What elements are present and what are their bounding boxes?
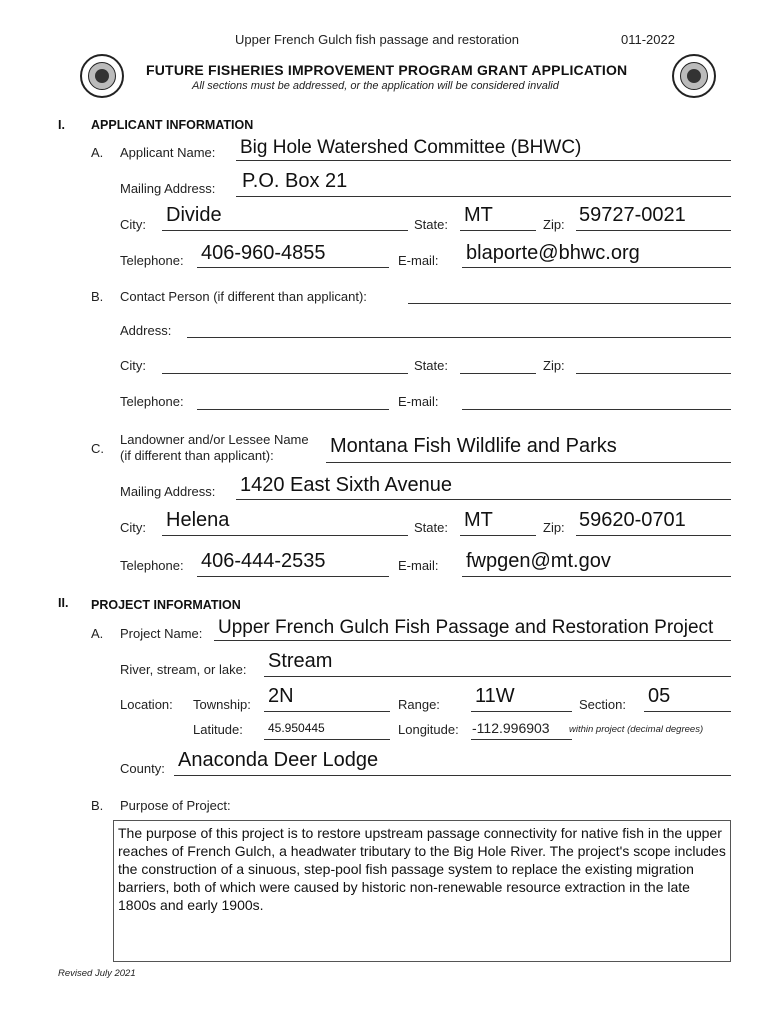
landowner-mailing-label: Mailing Address: [120, 484, 216, 499]
applicant-name-line [236, 160, 731, 161]
applicant-state-value[interactable]: MT [464, 204, 493, 226]
landowner-city-line [162, 535, 408, 536]
applicant-city-label: City: [120, 217, 146, 232]
applicant-state-line [460, 230, 536, 231]
applicant-mailing-line [236, 196, 731, 197]
landowner-phone-label: Telephone: [120, 558, 184, 573]
county-value[interactable]: Anaconda Deer Lodge [178, 749, 379, 771]
water-value[interactable]: Stream [268, 650, 333, 672]
agency-seal-left-icon [80, 54, 124, 98]
range-label: Range: [398, 697, 440, 712]
applicant-name-value[interactable]: Big Hole Watershed Committee (BHWC) [240, 137, 582, 158]
applicant-phone-line [197, 267, 389, 268]
applicant-zip-label: Zip: [543, 217, 565, 232]
contact-letter: B. [91, 289, 104, 304]
longitude-label: Longitude: [398, 722, 459, 737]
contact-state-field[interactable] [460, 373, 536, 374]
range-value[interactable]: 11W [475, 685, 515, 707]
coords-note: within project (decimal degrees) [569, 724, 704, 735]
latitude-value[interactable]: 45.950445 [268, 721, 325, 735]
section-value[interactable]: 05 [648, 685, 671, 707]
applicant-email-line [462, 267, 731, 268]
contact-city-field[interactable] [162, 373, 408, 374]
project-name-line [214, 640, 731, 641]
landowner-email-label: E-mail: [398, 558, 439, 573]
landowner-name-line [326, 462, 731, 463]
form-title: FUTURE FISHERIES IMPROVEMENT PROGRAM GRANT APPLICATION [146, 62, 628, 78]
landowner-city-label: City: [120, 520, 146, 535]
landowner-mailing-value[interactable]: 1420 East Sixth Avenue [240, 474, 453, 496]
landowner-state-value[interactable]: MT [464, 509, 493, 531]
project-name-value[interactable]: Upper French Gulch Fish Passage and Restoration Project [218, 617, 714, 638]
applicant-city-value[interactable]: Divide [166, 204, 222, 226]
landowner-zip-line [576, 535, 731, 536]
landowner-state-line [460, 535, 536, 536]
section-1-numeral: I. [58, 118, 65, 132]
landowner-letter: C. [91, 441, 104, 456]
water-label: River, stream, or lake: [120, 662, 247, 677]
project-title: Upper French Gulch fish passage and restoration [235, 32, 519, 47]
purpose-textarea[interactable] [113, 820, 731, 962]
contact-city-label: City: [120, 358, 146, 373]
water-line [264, 676, 731, 677]
revised-date: Revised July 2021 [58, 968, 136, 979]
landowner-zip-label: Zip: [543, 520, 565, 535]
county-label: County: [120, 761, 165, 776]
contact-address-label: Address: [120, 323, 172, 338]
section-line [644, 711, 731, 712]
landowner-zip-value[interactable]: 59620-0701 [579, 509, 686, 531]
applicant-zip-value[interactable]: 59727-0021 [579, 204, 686, 226]
landowner-email-value[interactable]: fwpgen@mt.gov [466, 550, 611, 572]
contact-person-label: Contact Person (if different than applicant): [120, 289, 367, 304]
landowner-name-value[interactable]: Montana Fish Wildlife and Parks [330, 435, 617, 457]
landowner-state-label: State: [414, 520, 448, 535]
applicant-mailing-label: Mailing Address: [120, 181, 216, 196]
contact-phone-label: Telephone: [120, 394, 184, 409]
purpose-text: The purpose of this project is to restore upstream passage connectivity for native fish in the upper reaches of French Gulch, a headwater tributary to the Big Hole River. The project's scope includes the construction of a sinuous, step-pool fish passage system to replace the existing migration barriers, both of which were caused by historic non-renewable resource extraction in the late 1800s and early 1900s. [118, 825, 726, 913]
contact-address-field[interactable] [187, 337, 731, 338]
contact-state-label: State: [414, 358, 448, 373]
contact-person-field[interactable] [408, 303, 731, 304]
project-letter: A. [91, 626, 104, 641]
township-label: Township: [193, 697, 251, 712]
township-line [264, 711, 390, 712]
latitude-label: Latitude: [193, 722, 243, 737]
landowner-mailing-line [236, 499, 731, 500]
contact-zip-label: Zip: [543, 358, 565, 373]
applicant-email-value[interactable]: blaporte@bhwc.org [466, 242, 640, 264]
landowner-label-line1: Landowner and/or Lessee Name [120, 432, 309, 447]
agency-seal-right-icon [672, 54, 716, 98]
purpose-label: Purpose of Project: [120, 798, 231, 813]
longitude-value[interactable]: -112.996903 [472, 720, 550, 736]
applicant-letter: A. [91, 145, 104, 160]
applicant-state-label: State: [414, 217, 448, 232]
location-label: Location: [120, 697, 173, 712]
latitude-line [264, 739, 390, 740]
applicant-mailing-value[interactable]: P.O. Box 21 [242, 170, 348, 192]
project-name-label: Project Name: [120, 626, 203, 641]
landowner-phone-value[interactable]: 406-444-2535 [201, 550, 326, 572]
contact-email-label: E-mail: [398, 394, 439, 409]
section-2-numeral: II. [58, 596, 69, 610]
contact-phone-field[interactable] [197, 409, 389, 410]
applicant-phone-label: Telephone: [120, 253, 184, 268]
county-line [174, 775, 731, 776]
section-2-title: PROJECT INFORMATION [91, 598, 241, 612]
contact-zip-field[interactable] [576, 373, 731, 374]
applicant-name-label: Applicant Name: [120, 145, 216, 160]
section-1-title: APPLICANT INFORMATION [91, 118, 254, 132]
contact-email-field[interactable] [462, 409, 731, 410]
township-value[interactable]: 2N [268, 685, 294, 707]
applicant-zip-line [576, 230, 731, 231]
landowner-label-line2: (if different than applicant): [120, 448, 274, 463]
purpose-letter: B. [91, 798, 104, 813]
landowner-city-value[interactable]: Helena [166, 509, 230, 531]
form-subtitle: All sections must be addressed, or the application will be considered invalid [192, 80, 559, 92]
landowner-phone-line [197, 576, 389, 577]
applicant-city-line [162, 230, 408, 231]
longitude-line [471, 739, 572, 740]
section-label: Section: [579, 697, 626, 712]
applicant-email-label: E-mail: [398, 253, 439, 268]
landowner-email-line [462, 576, 731, 577]
applicant-phone-value[interactable]: 406-960-4855 [201, 242, 326, 264]
project-code: 011-2022 [621, 32, 675, 47]
range-line [471, 711, 572, 712]
